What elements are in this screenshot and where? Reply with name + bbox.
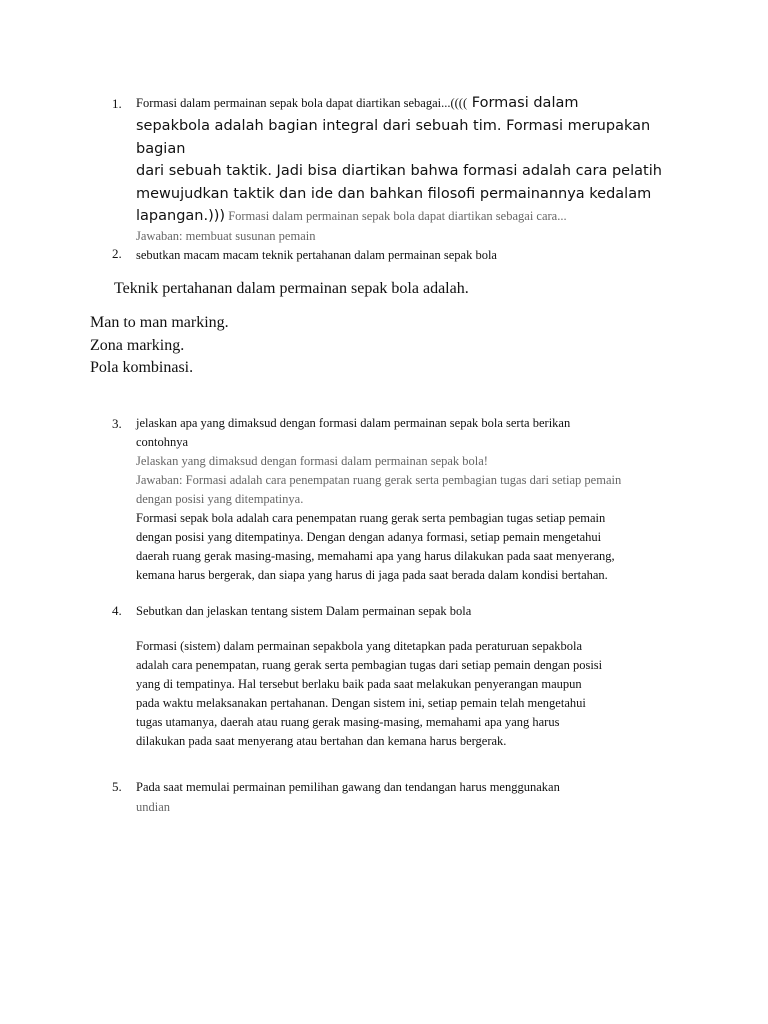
- item-3-gray-line: Jelaskan yang dimaksud dengan formasi dalam permainan sepak bola!: [136, 454, 488, 468]
- item-1-question: Formasi dalam permainan sepak bola dapat diartikan sebagai...((((: [136, 96, 468, 110]
- item-4-answer-line: pada waktu melaksanakan pertahanan. Dengan sistem ini, setiap pemain telah mengetahui: [136, 696, 586, 710]
- item-1-answer-first: Formasi dalam: [467, 95, 579, 111]
- item-2-question: sebutkan macam macam teknik pertahanan dalam permainan sepak bola: [136, 248, 497, 262]
- item-4-answer-line: yang di tempatinya. Hal tersebut berlaku baik pada saat melakukan penyerangan maupun: [136, 677, 582, 691]
- item-1-answer-last: lapangan.))): [136, 208, 226, 224]
- item-1-block: [136, 92, 681, 245]
- item-4-answer-line: tugas utamanya, daerah atau ruang gerak masing-masing, memahami apa yang harus: [136, 715, 560, 729]
- list-item: Man to man marking.: [90, 314, 229, 331]
- item-1-number: 1.: [112, 96, 122, 111]
- item-3-answer-line: dengan posisi yang ditempatinya. Dengan dengan adanya formasi, setiap pemain mengetahui: [136, 530, 602, 544]
- item-3-answer-line: kemana harus bergerak, dan siapa yang harus di jaga pada saat berada dalam kondisi bertahan.: [136, 568, 608, 582]
- item-1-answer-lines: [136, 115, 681, 205]
- item-3-number: 3.: [112, 416, 122, 431]
- item-1-answer-line: sepakbola adalah bagian integral dari sebuah tim. Formasi merupakan bagian: [136, 118, 651, 157]
- item-4-number: 4.: [112, 603, 122, 618]
- item-3-answer-line: daerah ruang gerak masing-masing, memahami apa yang harus dilakukan pada saat menyerang,: [136, 549, 615, 563]
- item-4-answer-line: dilakukan pada saat menyerang atau bertahan dan kemana harus bergerak.: [136, 734, 507, 748]
- item-2-answer-intro: Teknik pertahanan dalam permainan sepak bola adalah.: [114, 280, 469, 297]
- item-5-question: Pada saat memulai permainan pemilihan gawang dan tendangan harus menggunakan: [136, 780, 560, 794]
- item-1-answer-line: mewujudkan taktik dan ide dan bahkan filosofi permainannya kedalam: [136, 185, 652, 202]
- item-4-answer-line: Formasi (sistem) dalam permainan sepakbola yang ditetapkan pada peraturuan sepakbola: [136, 639, 583, 653]
- item-3-gray-line: dengan posisi yang ditempatinya.: [136, 492, 304, 506]
- list-item: Pola kombinasi.: [90, 359, 194, 376]
- item-1-gray-inline: Formasi dalam permainan sepak bola dapat diartikan sebagai cara...: [225, 209, 567, 223]
- item-4-answer: [136, 637, 681, 751]
- item-2-number: 2.: [112, 246, 122, 261]
- item-3-answer-line: Formasi sepak bola adalah cara penempatan ruang gerak serta pembagian tugas setiap pemain: [136, 511, 606, 525]
- item-3-question-line: jelaskan apa yang dimaksud dengan formasi dalam permainan sepak bola serta berikan: [136, 416, 571, 430]
- item-3-block: [136, 414, 681, 585]
- item-2-answer-list: [90, 312, 229, 380]
- item-5-gray-answer: undian: [136, 800, 171, 814]
- item-1-answer-line: dari sebuah taktik. Jadi bisa diartikan bahwa formasi adalah cara pelatih: [136, 163, 662, 179]
- item-1-gray-answer: Jawaban: membuat susunan pemain: [136, 229, 316, 243]
- item-3-question-line: contohnya: [136, 435, 189, 449]
- item-5-number: 5.: [112, 779, 122, 794]
- item-4-question: Sebutkan dan jelaskan tentang sistem Dalam permainan sepak bola: [136, 604, 472, 618]
- item-3-gray-line: Jawaban: Formasi adalah cara penempatan ruang gerak serta pembagian tugas dari setiap pemain: [136, 473, 622, 487]
- list-item: Zona marking.: [90, 336, 185, 354]
- item-4-answer-line: adalah cara penempatan, ruang gerak serta pembagian tugas dari setiap pemain dengan posisi: [136, 658, 603, 672]
